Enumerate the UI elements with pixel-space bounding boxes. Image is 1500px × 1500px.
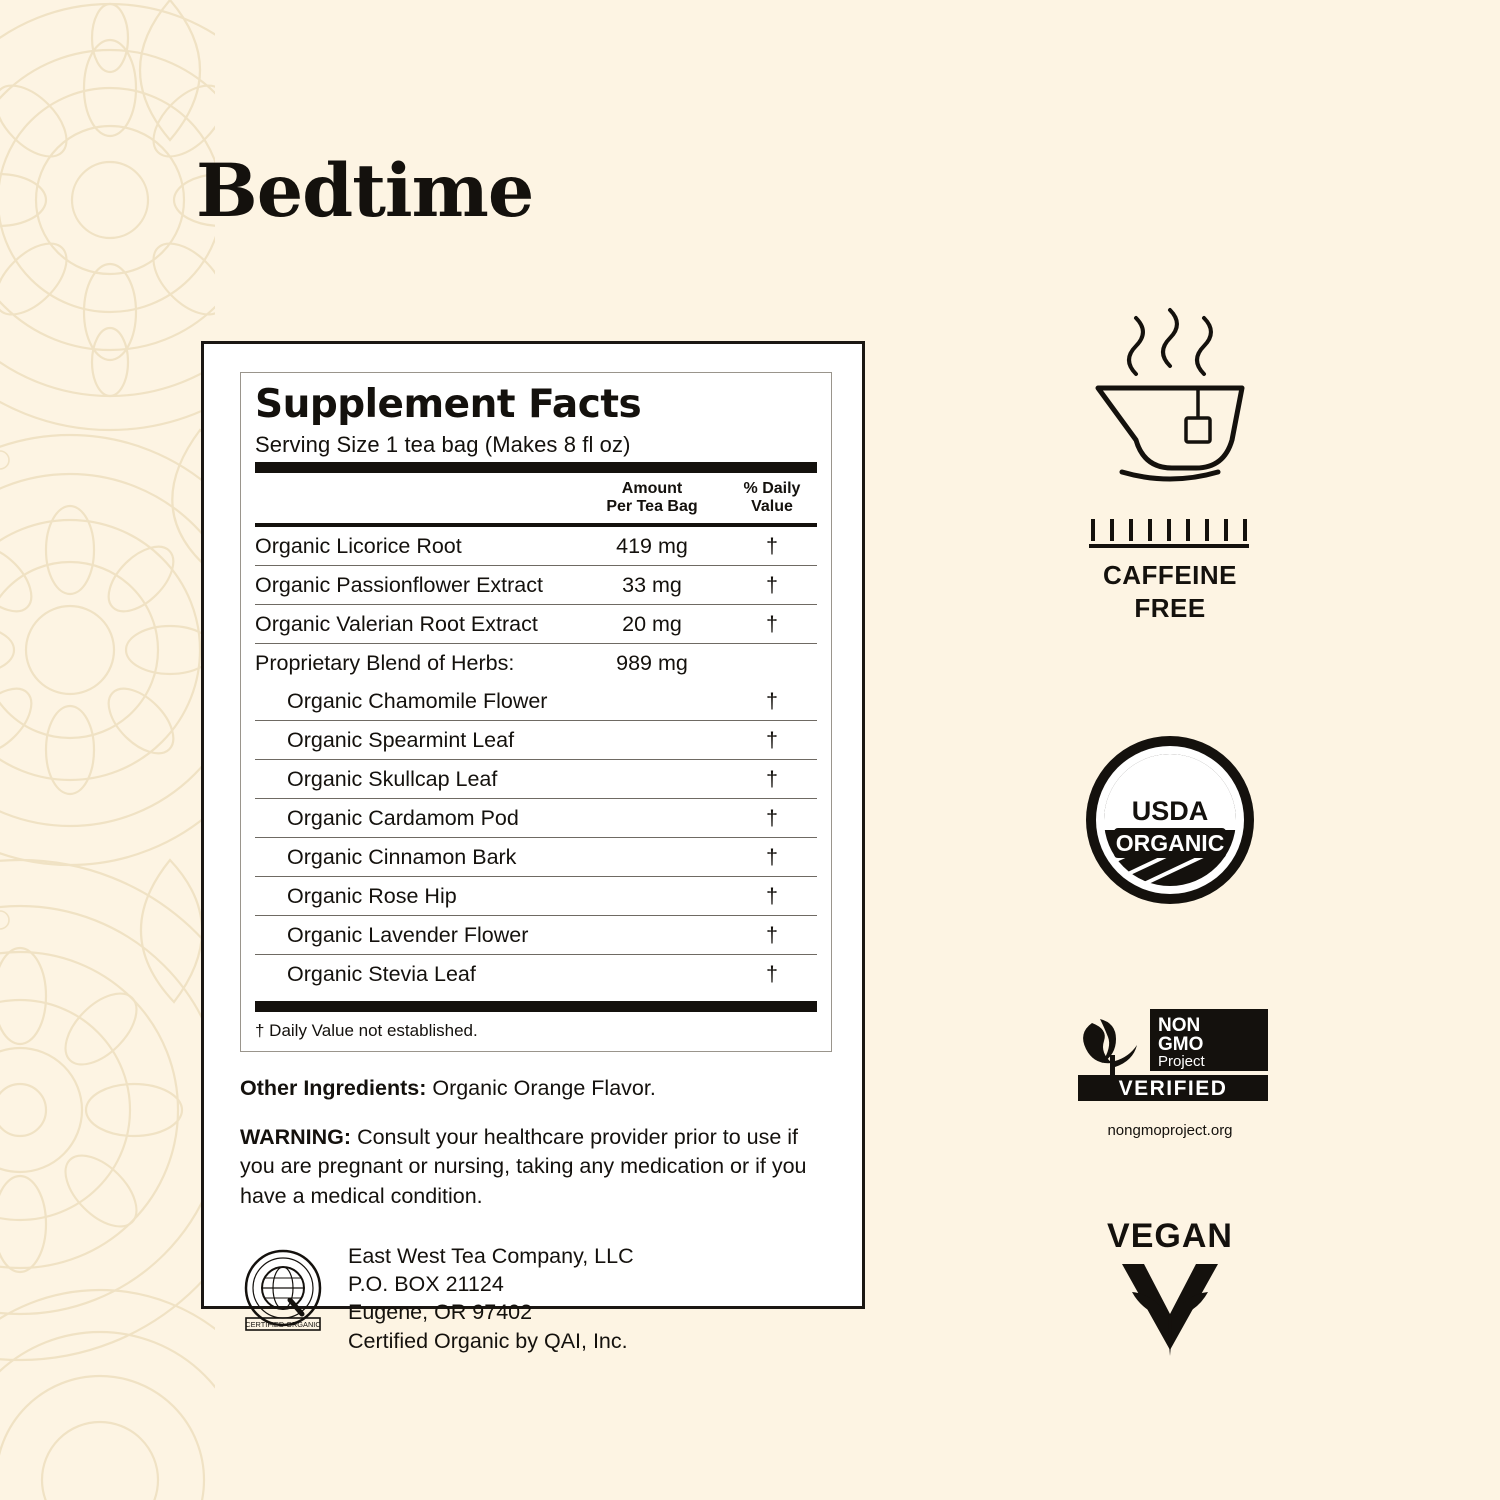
row-dv [727,643,817,682]
other-ingredients [240,1074,832,1103]
daily-value-footnote: † Daily Value not established. [255,1020,478,1040]
caffeine-free-badge [1020,300,1320,624]
row-dv: † [727,915,817,954]
row-dv: † [727,527,817,566]
row-dv: † [727,604,817,643]
header-amount-line1: Amount [621,479,683,497]
page-title: Bedtime [196,148,534,234]
vegan-label: VEGAN [1107,1217,1233,1255]
row-name: Organic Cinnamon Bark [255,837,577,876]
header-dv-line1: % Daily [743,479,801,497]
verified-text: VERIFIED [1118,1077,1228,1100]
row-dv: † [727,876,817,915]
row-name: Organic Stevia Leaf [287,961,476,986]
table-row [255,876,817,915]
non-gmo-url: nongmoproject.org [1107,1122,1233,1139]
row-dv: † [727,682,817,721]
row-name: Organic Cardamom Pod [255,798,577,837]
badge-column [1020,300,1320,1362]
row-name: Organic Licorice Root [255,527,577,566]
supplement-facts-heading: Supplement Facts [255,382,642,427]
row-dv: † [727,837,817,876]
table-row [255,720,817,759]
table-row [255,915,817,954]
row-name: Organic Rose Hip [255,876,577,915]
header-blank [255,473,577,523]
company-po-box: P.O. BOX 21124 [348,1272,504,1297]
non-text: NON [1158,1015,1201,1036]
row-dv: † [727,565,817,604]
project-text: Project [1158,1053,1205,1070]
row-amount [577,798,727,837]
table-row [255,954,817,993]
row-name: Organic Passionflower Extract [255,565,577,604]
row-amount: 33 mg [577,565,727,604]
usda-organic-badge [1020,732,1320,913]
usda-organic-seal-icon [1082,732,1258,908]
row-amount: 419 mg [577,527,727,566]
serving-size: Serving Size 1 tea bag (Makes 8 fl oz) [255,431,631,457]
row-amount [577,837,727,876]
row-dv: † [727,798,817,837]
tea-cup-icon [1070,300,1270,510]
caffeine-free-dashes-icon [1075,515,1265,549]
table-row [255,643,817,682]
header-amount-line2: Per Tea Bag [606,498,698,516]
row-name: Organic Spearmint Leaf [255,720,577,759]
divider-thick-bottom [255,1001,817,1012]
warning-text [240,1123,832,1212]
table-row [255,798,817,837]
warning-label: WARNING: [240,1124,352,1149]
table-header-row [255,473,817,523]
row-amount [577,720,727,759]
qai-certified-organic-seal-icon [240,1248,326,1339]
gmo-text: GMO [1158,1034,1204,1055]
row-dv: † [727,759,817,798]
header-daily-value [727,473,817,523]
vegan-badge [1020,1217,1320,1362]
organic-text: ORGANIC [1115,830,1225,856]
vegan-leaf-v-icon [1110,1258,1230,1362]
table-row [255,565,817,604]
row-amount: 989 mg [616,650,688,675]
divider-thick-top [255,462,817,473]
other-ingredients-value: Organic Orange Flavor. [432,1075,656,1100]
table-row [255,759,817,798]
table-row [255,527,817,566]
other-ingredients-label: Other Ingredients: [240,1075,427,1100]
row-amount [577,759,727,798]
row-dv: † [766,961,778,986]
row-dv: † [727,720,817,759]
row-name: Organic Valerian Root Extract [255,604,577,643]
svg-text:CERTIFIED ORGANIC: CERTIFIED ORGANIC [245,1319,321,1329]
company-address [348,1242,634,1356]
non-gmo-project-icon [1070,1005,1270,1113]
row-amount [577,954,727,993]
header-dv-line2: Value [751,498,793,516]
supplement-facts-rows [255,527,817,993]
decorative-mandala-band [0,0,215,1500]
row-amount: 20 mg [577,604,727,643]
company-block [240,1242,832,1356]
row-name: Organic Chamomile Flower [255,682,577,721]
row-amount [577,876,727,915]
row-amount [577,915,727,954]
row-name: Proprietary Blend of Herbs: [255,650,515,675]
company-city-state-zip: Eugene, OR 97402 [348,1300,533,1325]
caffeine-free-line2: FREE [1134,592,1206,623]
supplement-facts-box [240,372,832,1052]
caffeine-free-label [1020,559,1320,624]
table-row [255,604,817,643]
warning-body: Consult your healthcare provider prior to use if you are pregnant or nursing, taking any medication or if you have a medical condition. [240,1124,807,1209]
company-certification: Certified Organic by QAI, Inc. [348,1328,628,1353]
usda-text: USDA [1131,796,1209,826]
caffeine-free-line1: CAFFEINE [1103,560,1237,590]
non-gmo-project-verified-badge [1020,1005,1320,1139]
company-name: East West Tea Company, LLC [348,1243,634,1268]
header-amount [577,473,727,523]
supplement-facts-panel [201,341,865,1353]
row-name: Organic Lavender Flower [255,915,577,954]
table-row [255,682,817,721]
table-row [255,837,817,876]
row-amount [577,682,727,721]
row-name: Organic Skullcap Leaf [255,759,577,798]
supplement-facts-table [255,473,817,523]
